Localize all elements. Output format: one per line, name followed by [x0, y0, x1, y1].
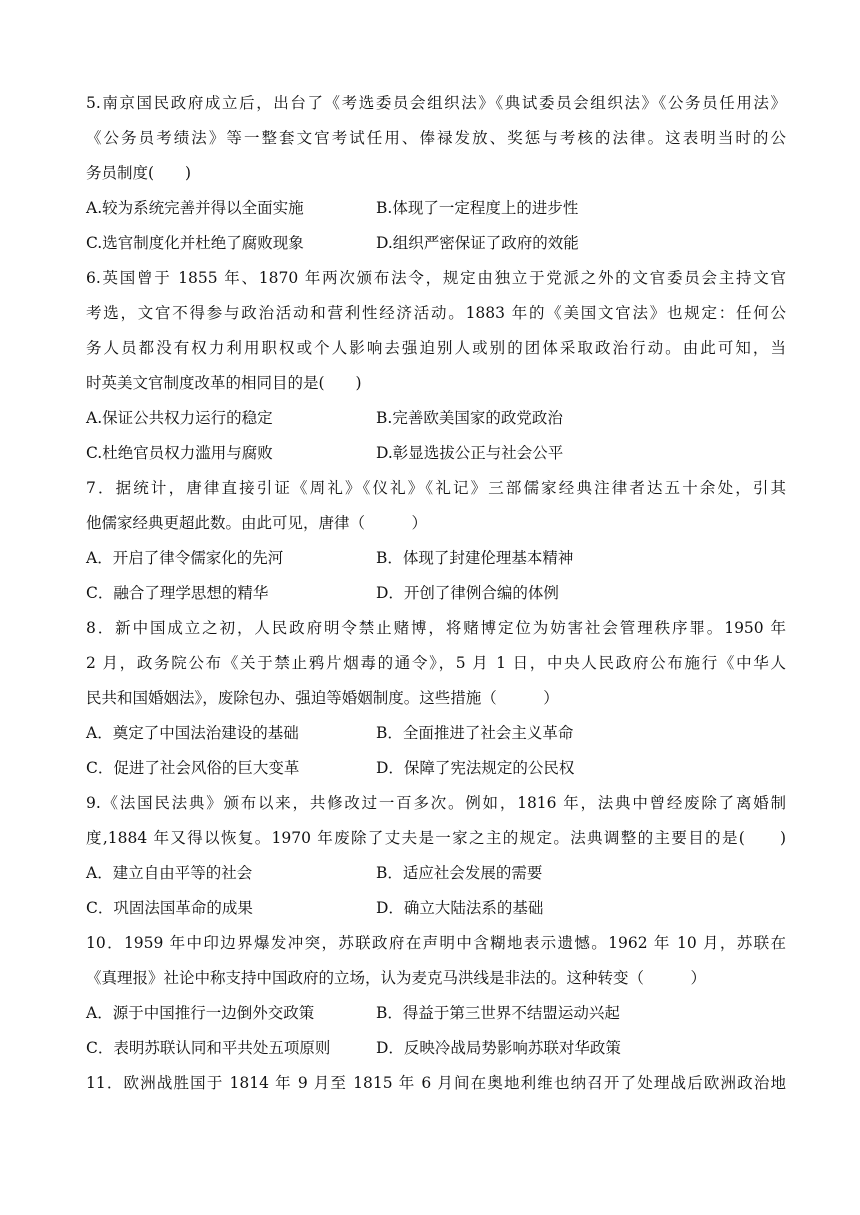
question-stem-line: 时英美文官制度改革的相同目的是( ) — [86, 374, 362, 392]
option-c: C.杜绝官员权力滥用与腐败 — [86, 444, 273, 462]
question-stem-line: 11．欧洲战胜国于 1814 年 9 月至 1815 年 6 月间在奥地利维也纳召开了处理战后欧洲政治地 — [86, 1074, 786, 1092]
question-stem-line: 度,1884 年又得以恢复。1970 年废除了丈夫是一家之主的规定。法典调整的主要目的是( ) — [86, 829, 786, 847]
option-row — [86, 751, 786, 786]
question-stem-line: 5.南京国民政府成立后，出台了《考选委员会组织法》《典试委员会组织法》《公务员任用法》 — [86, 94, 786, 112]
option-a: A.保证公共权力运行的稳定 — [86, 409, 273, 427]
question-stem-line: 9.《法国民法典》颁布以来，共修改过一百多次。例如，1816 年，法典中曾经废除了离婚制 — [86, 794, 786, 812]
option-row — [86, 856, 786, 891]
question-stem-line: 务人员都没有权力利用职权或个人影响去强迫别人或别的团体采取政治行动。由此可知，当 — [86, 339, 786, 357]
option-b: B.体现了一定程度上的进步性 — [376, 199, 579, 217]
question-5 — [86, 86, 786, 261]
question-stem-line: 《公务员考绩法》等一整套文官考试任用、俸禄发放、奖惩与考核的法律。这表明当时的公 — [86, 129, 786, 147]
question-9 — [86, 786, 786, 926]
option-d: D．保障了宪法规定的公民权 — [376, 759, 575, 777]
option-b: B．体现了封建伦理基本精神 — [376, 549, 574, 567]
option-row — [86, 436, 786, 471]
question-stem-line: 民共和国婚姻法》，废除包办、强迫等婚姻制度。这些措施（ ） — [86, 689, 559, 707]
question-7 — [86, 471, 786, 611]
option-b: B.完善欧美国家的政党政治 — [376, 409, 563, 427]
question-stem-line: 8．新中国成立之初，人民政府明令禁止赌博，将赌博定位为妨害社会管理秩序罪。1950 年 — [86, 619, 786, 637]
option-b: B．全面推进了社会主义革命 — [376, 724, 574, 742]
option-d: D．反映冷战局势影响苏联对华政策 — [376, 1039, 621, 1057]
question-stem-line: 6.英国曾于 1855 年、1870 年两次颁布法令，规定由独立于党派之外的文官委员会主持文官 — [86, 269, 786, 287]
option-a: A．奠定了中国法治建设的基础 — [86, 724, 299, 742]
option-d: D.彰显选拔公正与社会公平 — [376, 444, 564, 462]
option-c: C．表明苏联认同和平共处五项原则 — [86, 1039, 331, 1057]
question-stem-line: 10．1959 年中印边界爆发冲突，苏联政府在声明中含糊地表示遗憾。1962 年 10 月，苏联在 — [86, 934, 786, 952]
question-8 — [86, 611, 786, 786]
option-row — [86, 191, 786, 226]
question-stem-line: 考选，文官不得参与政治活动和营利性经济活动。1883 年的《美国文官法》也规定：任何公 — [86, 304, 786, 322]
question-stem-line: 2 月，政务院公布《关于禁止鸦片烟毒的通令》，5 月 1 日，中央人民政府公布施行《中华人 — [86, 654, 786, 672]
option-a: A.较为系统完善并得以全面实施 — [86, 199, 304, 217]
option-c: C．巩固法国革命的成果 — [86, 899, 253, 917]
option-row — [86, 401, 786, 436]
option-a: A．建立自由平等的社会 — [86, 864, 253, 882]
option-b: B．得益于第三世界不结盟运动兴起 — [376, 1004, 620, 1022]
option-row — [86, 996, 786, 1031]
exam-page — [86, 86, 786, 1101]
option-row — [86, 716, 786, 751]
option-row — [86, 541, 786, 576]
option-d: D．开创了律例合编的体例 — [376, 584, 559, 602]
option-a: A．开启了律令儒家化的先河 — [86, 549, 284, 567]
question-stem-line: 他儒家经典更超此数。由此可见，唐律（ ） — [86, 514, 428, 532]
question-stem-line: 《真理报》社论中称支持中国政府的立场，认为麦克马洪线是非法的。这种转变（ ） — [86, 969, 707, 987]
option-row — [86, 576, 786, 611]
option-b: B．适应社会发展的需要 — [376, 864, 543, 882]
option-d: D.组织严密保证了政府的效能 — [376, 234, 579, 252]
option-d: D．确立大陆法系的基础 — [376, 899, 544, 917]
option-row — [86, 1031, 786, 1066]
option-c: C.选官制度化并杜绝了腐败现象 — [86, 234, 304, 252]
option-c: C．融合了理学思想的精华 — [86, 584, 269, 602]
question-6 — [86, 261, 786, 471]
option-row — [86, 226, 786, 261]
question-10 — [86, 926, 786, 1066]
question-stem-line: 务员制度( ) — [86, 164, 192, 182]
option-row — [86, 891, 786, 926]
option-a: A．源于中国推行一边倒外交政策 — [86, 1004, 315, 1022]
question-11 — [86, 1066, 786, 1101]
question-stem-line: 7．据统计，唐律直接引证《周礼》《仪礼》《礼记》三部儒家经典注律者达五十余处，引其 — [86, 479, 786, 497]
option-c: C．促进了社会风俗的巨大变革 — [86, 759, 300, 777]
